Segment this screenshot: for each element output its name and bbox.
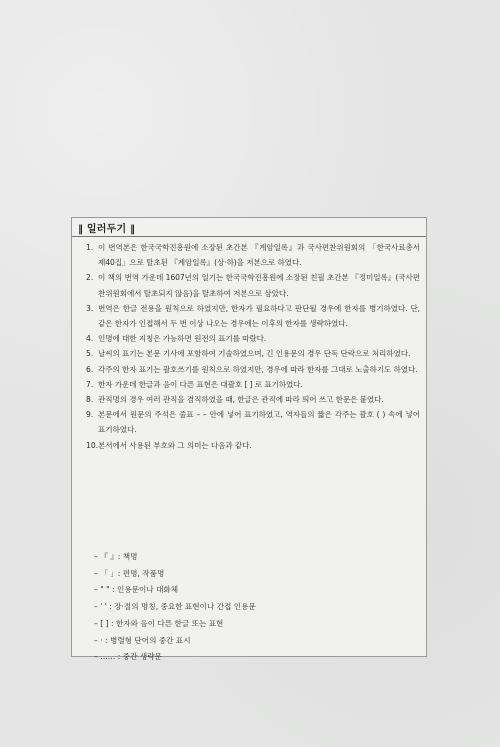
symbol-item: – 『 』: 책명 <box>94 552 138 561</box>
rule-text: 본문에서 원문의 주석은 줄표 – – 안에 넣어 표기하였고, 역자들의 짧은 각주는 괄호 ( ) 속에 넣어 표기하였다. <box>98 410 420 435</box>
rule-item <box>86 362 420 377</box>
rule-item <box>86 438 420 453</box>
rule-text: 이 책의 번역 가운데 1607년의 일기는 한국국학진흥원에 소장된 친필 초간본 『정미일록』(국사편찬위원회에서 탈초되지 않음)을 탈초하여 저본으로 삼았다. <box>98 273 420 298</box>
rule-number: 9. <box>86 410 94 420</box>
rule-number: 3. <box>86 303 94 313</box>
rule-item <box>86 346 420 361</box>
rule-text: 한자 가운데 한글과 음이 다른 표현은 대괄호 [ ] 로 표기하였다. <box>98 379 303 389</box>
rule-item <box>86 331 420 346</box>
rule-number: 4. <box>86 334 94 344</box>
rule-item <box>86 392 420 407</box>
box-title: ‖ 일러두기 ‖ <box>78 224 136 235</box>
symbol-list <box>94 549 414 666</box>
rule-text: 관직명의 경우 여러 관직을 겸직하였을 때, 한글은 관직에 따라 띄어 쓰고 한문은 붙였다. <box>98 395 384 405</box>
rule-item <box>86 270 420 300</box>
symbol-item: – · : 병렬형 단어의 중간 표시 <box>94 635 191 645</box>
rule-item <box>86 407 420 437</box>
rule-text: 번역은 한글 전용을 원칙으로 하였지만, 한자가 필요하다고 판단될 경우에 한자를 병기하였다. 단, 같은 한자가 인접해서 두 번 이상 나오는 경우에는 이후의 한자를 생략하였다. <box>98 303 420 329</box>
rule-item <box>86 377 420 392</box>
symbol-item: – 「 」: 편명, 작품명 <box>94 568 165 578</box>
rule-item <box>86 301 420 331</box>
rules-list <box>86 240 420 453</box>
rule-number: 7. <box>86 379 94 389</box>
rule-number: 6. <box>86 364 94 374</box>
rule-number: 10. <box>86 440 99 450</box>
rule-text: 각주의 한자 표기는 괄호쓰기를 원칙으로 하였지만, 경우에 따라 한자를 그대로 노출하기도 하였다. <box>98 364 418 374</box>
title-divider <box>72 236 426 237</box>
rule-number: 5. <box>86 349 94 359</box>
rule-number: 2. <box>86 273 94 283</box>
symbol-item: – …… : 중간 생략문 <box>94 652 162 662</box>
rule-number: 1. <box>86 243 94 252</box>
rule-text: 날씨의 표기는 본문 기사에 포함하여 기술하였으며, 긴 인용문의 경우 단독 단락으로 처리하였다. <box>98 349 411 359</box>
rule-text: 이 번역본은 한국국학진흥원에 소장된 초간본 『계암일록』과 국사편찬위원회의 「한국사료총서 제40집」으로 탈초된 『계암일록』(상·하)을 저본으로 하였다. <box>98 243 420 268</box>
symbol-item: – [ ] : 한자와 음이 다른 한글 또는 표현 <box>94 618 224 628</box>
rule-text: 인명에 대한 지칭은 가능하면 원전의 표기를 따랐다. <box>98 334 267 344</box>
rule-number: 8. <box>86 395 94 405</box>
rule-item <box>86 240 420 270</box>
symbol-item: – " " : 인용문이나 대화체 <box>94 585 179 595</box>
rule-text: 본서에서 사용된 부호와 그 의미는 다음과 같다. <box>98 440 252 450</box>
symbol-item: – ' ' : 장·절의 명칭, 중요한 표현이나 간접 인용문 <box>94 602 256 612</box>
notes-box <box>71 217 427 662</box>
